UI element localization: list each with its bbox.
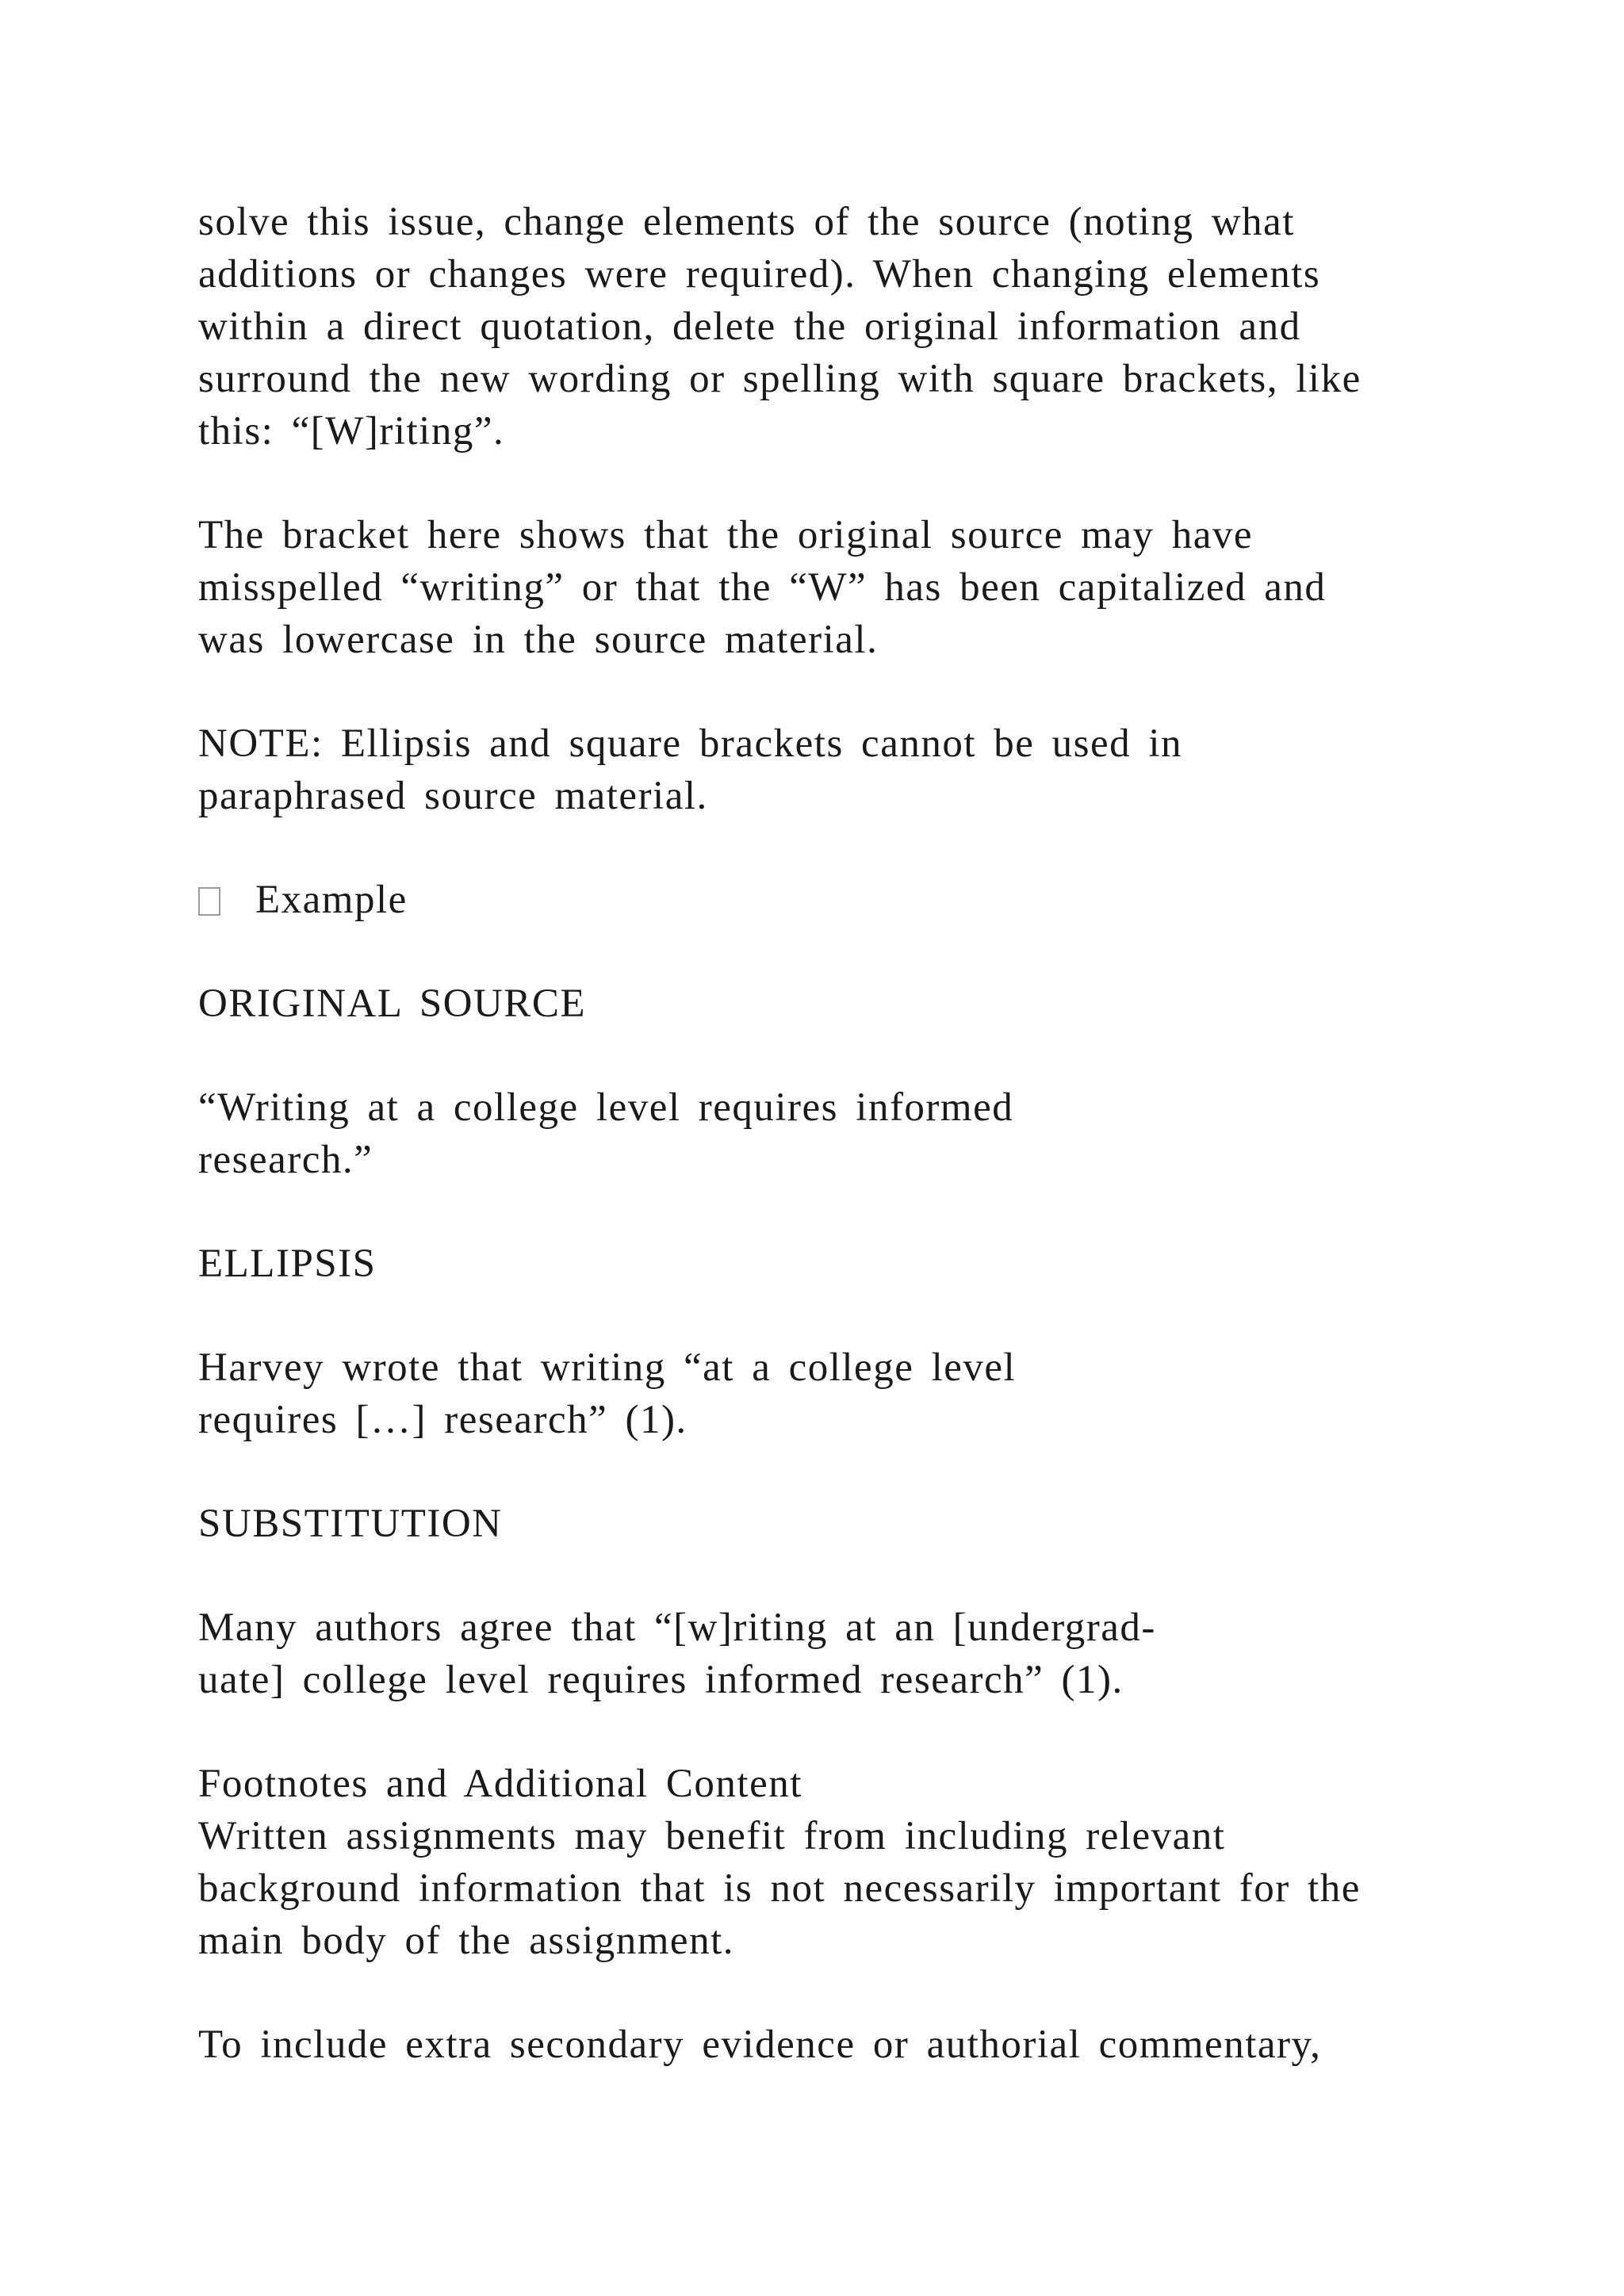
paragraph-line: additions or changes were required). When changing elements: [198, 252, 1321, 297]
note-line: paraphrased source material.: [198, 774, 708, 818]
example-line: uate] college level requires informed research” (1).: [198, 1658, 1124, 1702]
bullet-box-icon: [198, 887, 220, 916]
paragraph-line: background information that is not necessarily important for the: [198, 1866, 1361, 1911]
note-line: NOTE: Ellipsis and square brackets cannot be used in: [198, 721, 1183, 766]
paragraph-line: was lowercase in the source material.: [198, 618, 879, 662]
section-heading: ORIGINAL SOURCE: [198, 982, 587, 1026]
paragraph-line: To include extra secondary evidence or authorial commentary,: [198, 2022, 1322, 2067]
paragraph-line: Written assignments may benefit from including relevant: [198, 1814, 1226, 1858]
quote-line: research.”: [198, 1138, 373, 1182]
example-item: [198, 880, 408, 920]
paragraph-line: within a direct quotation, delete the original information and: [198, 304, 1301, 349]
paragraph-line: this: “[W]riting”.: [198, 409, 505, 453]
example-line: Harvey wrote that writing “at a college level: [198, 1345, 1017, 1390]
section-heading: Footnotes and Additional Content: [198, 1762, 802, 1806]
paragraph-line: misspelled “writing” or that the “W” has been capitalized and: [198, 565, 1327, 610]
section-heading: SUBSTITUTION: [198, 1502, 503, 1546]
paragraph-line: solve this issue, change elements of the source (noting what: [198, 200, 1295, 244]
example-label: Example: [255, 878, 408, 922]
paragraph-line: main body of the assignment.: [198, 1919, 734, 1963]
example-line: requires […] research” (1).: [198, 1398, 688, 1442]
quote-line: “Writing at a college level requires informed: [198, 1085, 1014, 1130]
paragraph-line: The bracket here shows that the original source may have: [198, 513, 1253, 557]
example-line: Many authors agree that “[w]riting at an [undergrad-: [198, 1605, 1156, 1650]
section-heading: ELLIPSIS: [198, 1242, 377, 1286]
paragraph-line: surround the new wording or spelling with square brackets, like: [198, 357, 1362, 401]
